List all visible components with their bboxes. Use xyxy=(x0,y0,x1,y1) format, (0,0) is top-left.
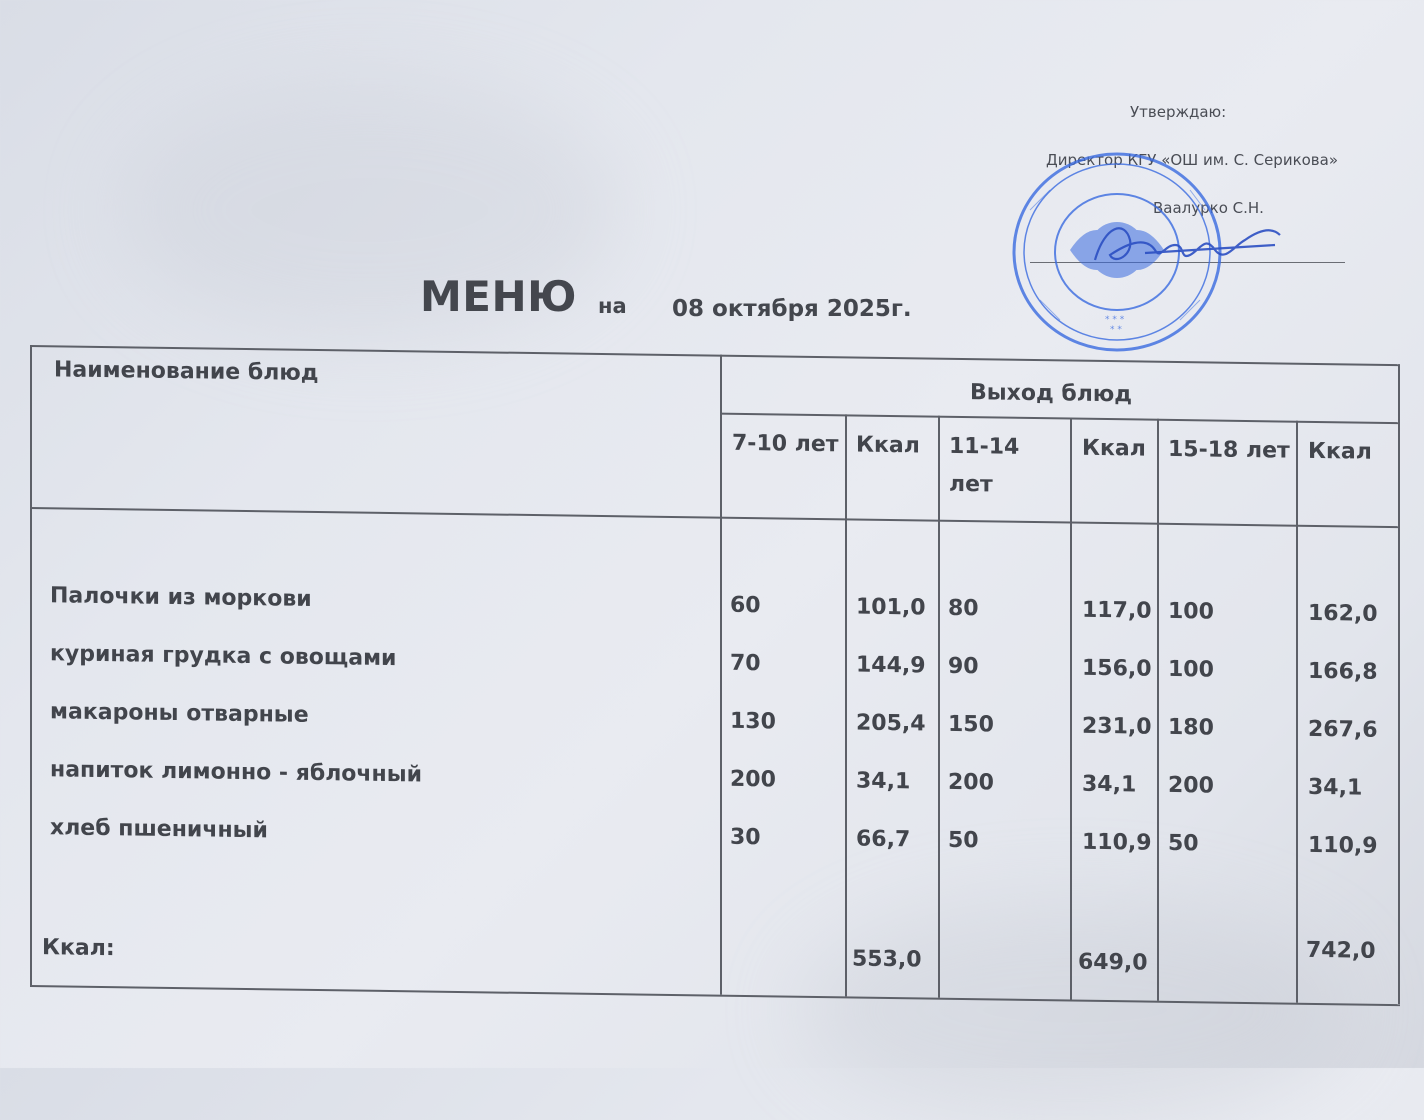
header-bottom-divider xyxy=(30,507,1400,528)
kcal-15-18: 34,1 xyxy=(1308,774,1363,801)
title-preposition: на xyxy=(598,294,627,318)
portion-11-14: 200 xyxy=(948,769,994,796)
portion-15-18: 100 xyxy=(1168,598,1214,625)
kcal-11-14: 117,0 xyxy=(1082,597,1152,624)
kcal-11-14: 231,0 xyxy=(1082,713,1152,740)
column-divider xyxy=(1296,421,1298,1003)
kcal-7-10: 101,0 xyxy=(856,594,926,621)
portion-11-14: 80 xyxy=(948,595,979,622)
table-border-right xyxy=(1398,364,1400,1004)
column-header-kcal: Ккал xyxy=(1308,438,1372,465)
portion-11-14: 150 xyxy=(948,711,994,738)
column-divider xyxy=(845,414,847,996)
column-header-dish: Наименование блюд xyxy=(54,357,319,387)
column-header-kcal: Ккал xyxy=(856,432,920,459)
total-kcal-11-14: 649,0 xyxy=(1078,949,1148,976)
menu-table xyxy=(30,345,1400,1024)
kcal-7-10: 34,1 xyxy=(856,768,911,795)
kcal-15-18: 162,0 xyxy=(1308,600,1378,627)
dish-name: напиток лимонно - яблочный xyxy=(50,757,423,788)
portion-15-18: 180 xyxy=(1168,714,1214,741)
total-label: Ккал: xyxy=(42,935,115,962)
table-border-left xyxy=(30,345,32,985)
kcal-11-14: 34,1 xyxy=(1082,771,1137,798)
portion-7-10: 70 xyxy=(730,650,761,677)
kcal-7-10: 144,9 xyxy=(856,652,926,679)
portion-11-14: 90 xyxy=(948,653,979,680)
approval-name: Ваалурко С.Н. xyxy=(1153,199,1264,217)
kcal-11-14: 156,0 xyxy=(1082,655,1152,682)
kcal-7-10: 66,7 xyxy=(856,826,911,853)
menu-date: 08 октября 2025г. xyxy=(672,296,912,322)
column-header-age: 15-18 лет xyxy=(1168,436,1290,464)
dish-name: хлеб пшеничный xyxy=(50,815,268,844)
column-header-kcal: Ккал xyxy=(1082,435,1146,462)
signature-icon xyxy=(1085,215,1285,275)
kcal-15-18: 267,6 xyxy=(1308,716,1378,743)
dish-name: макароны отварные xyxy=(50,699,309,728)
dish-name: Палочки из моркови xyxy=(50,583,312,612)
portion-11-14: 50 xyxy=(948,827,979,854)
column-divider xyxy=(720,355,722,995)
page-title: МЕНЮ xyxy=(420,272,577,321)
portion-7-10: 130 xyxy=(730,708,776,735)
portion-15-18: 50 xyxy=(1168,830,1199,857)
kcal-15-18: 166,8 xyxy=(1308,658,1378,685)
column-group-header: Выход блюд xyxy=(970,380,1133,408)
svg-text:* * *: * * * xyxy=(1105,315,1125,325)
kcal-15-18: 110,9 xyxy=(1308,832,1378,859)
portion-15-18: 100 xyxy=(1168,656,1214,683)
column-header-age: лет xyxy=(949,471,993,498)
column-divider xyxy=(938,416,940,998)
table-border-bottom xyxy=(30,985,1400,1006)
portion-7-10: 200 xyxy=(730,766,776,793)
column-divider xyxy=(1157,419,1159,1001)
column-header-age: 7-10 лет xyxy=(732,430,839,458)
column-header-age: 11-14 xyxy=(949,433,1020,460)
approval-label: Утверждаю: xyxy=(1130,103,1227,121)
portion-7-10: 60 xyxy=(730,592,761,619)
portion-15-18: 200 xyxy=(1168,772,1214,799)
portion-7-10: 30 xyxy=(730,824,761,851)
kcal-11-14: 110,9 xyxy=(1082,829,1152,856)
column-divider xyxy=(1070,418,1072,1000)
kcal-7-10: 205,4 xyxy=(856,710,926,737)
total-kcal-15-18: 742,0 xyxy=(1306,937,1376,964)
dish-name: куриная грудка с овощами xyxy=(50,641,397,672)
approval-director: Директор КГУ «ОШ им. С. Серикова» xyxy=(1046,151,1339,169)
total-kcal-7-10: 553,0 xyxy=(852,946,922,973)
svg-text:* *: * * xyxy=(1110,325,1122,335)
